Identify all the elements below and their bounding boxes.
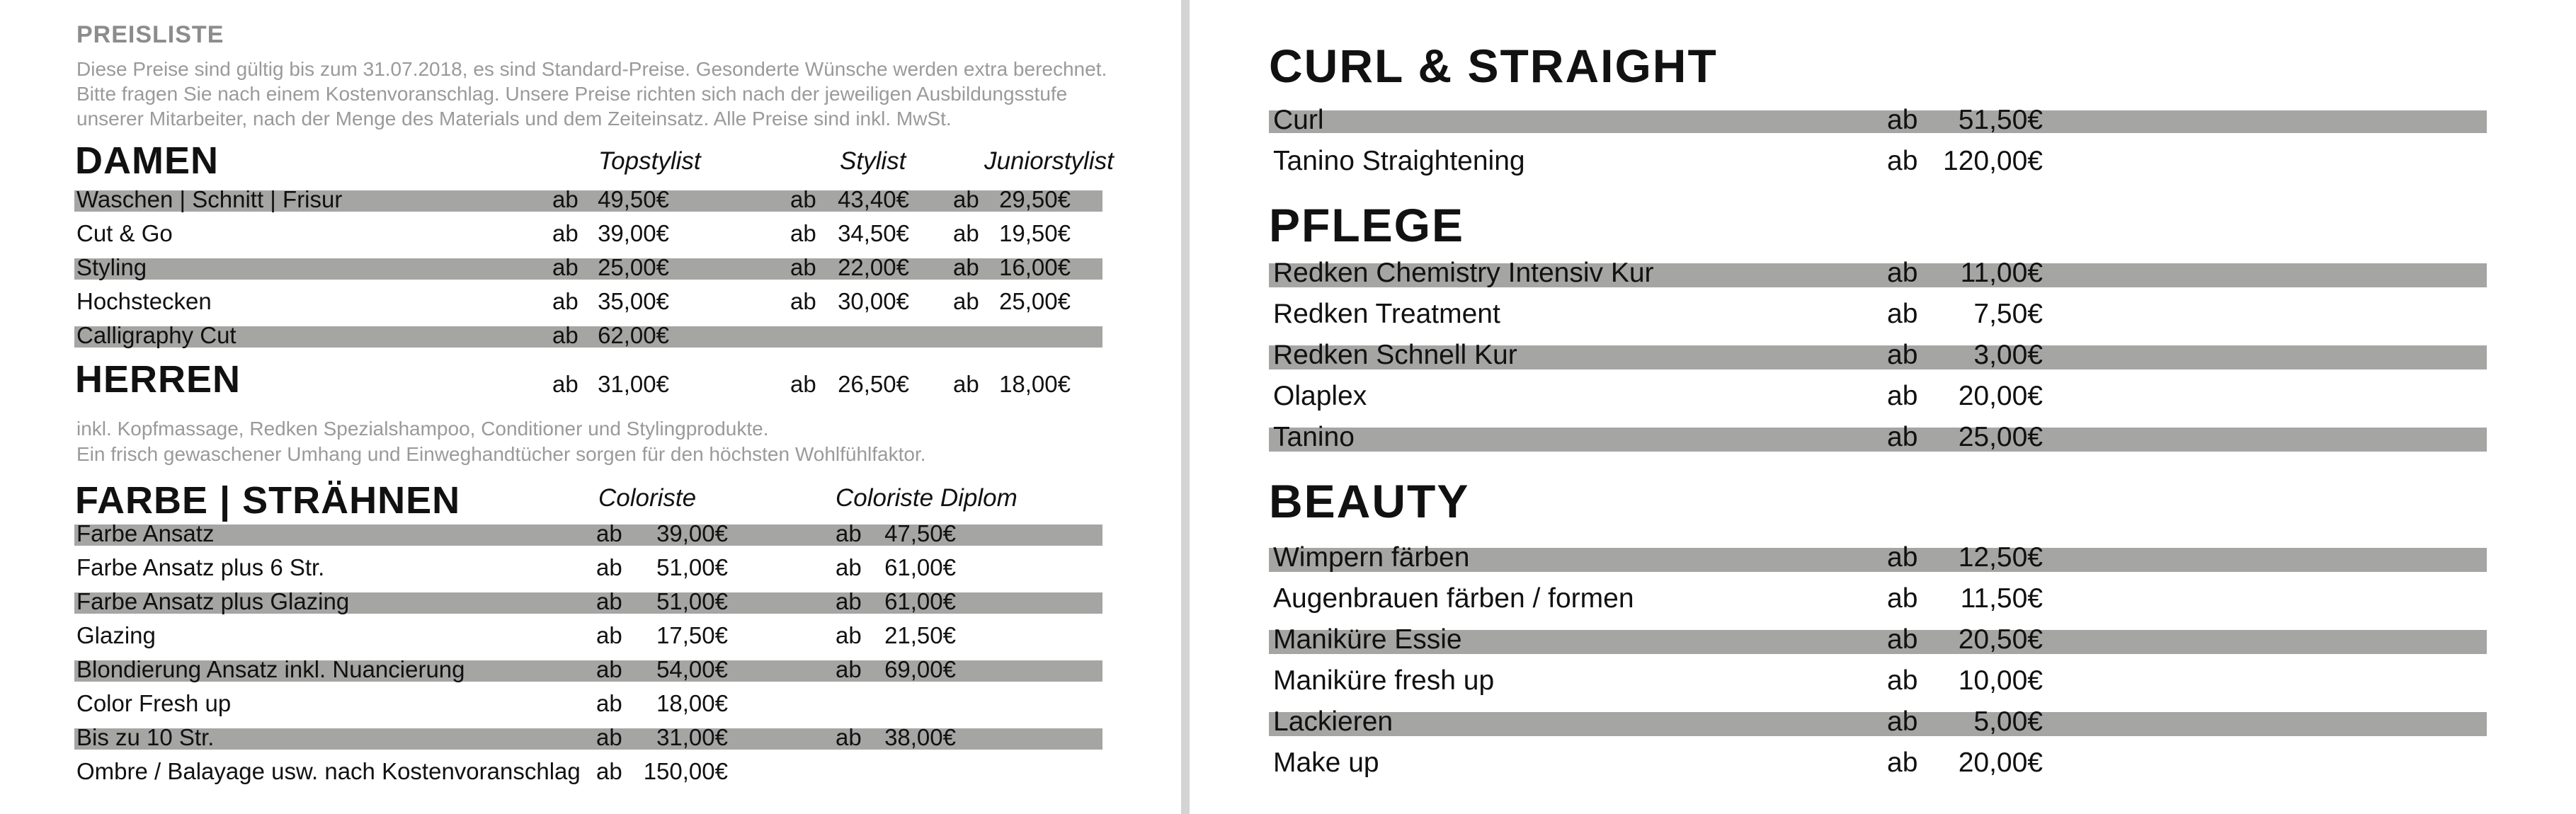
column-header: Stylist: [840, 147, 906, 175]
ab-prefix: ab: [596, 520, 622, 546]
column-header: Topstylist: [598, 147, 701, 175]
ab-prefix: ab: [1887, 340, 1918, 370]
price-value: 25,00€: [999, 288, 1071, 314]
ab-prefix: ab: [596, 554, 622, 580]
ab-prefix: ab: [790, 371, 816, 397]
price-value: 5,00€: [1973, 706, 2043, 737]
price-value: 16,00€: [999, 254, 1071, 280]
ab-prefix: ab: [596, 758, 622, 784]
price-value: 61,00€: [884, 588, 956, 614]
column-header: Juniorstylist: [984, 147, 1114, 175]
ab-prefix: ab: [1887, 299, 1918, 329]
service-name: Cut & Go: [76, 220, 173, 246]
price-value: 47,50€: [884, 520, 956, 546]
ab-prefix: ab: [552, 254, 579, 280]
column-header: Coloriste Diplom: [836, 484, 1018, 512]
ab-prefix: ab: [790, 254, 816, 280]
price-value: 31,00€: [598, 371, 669, 397]
service-name: Hochstecken: [76, 288, 212, 314]
price-value: 11,00€: [1960, 258, 2043, 288]
price-value: 3,00€: [1973, 340, 2043, 370]
ab-prefix: ab: [953, 288, 979, 314]
service-name: Maniküre Essie: [1273, 624, 1462, 655]
ab-prefix: ab: [836, 622, 862, 648]
ab-prefix: ab: [1887, 381, 1918, 411]
price-value: 10,00€: [1958, 665, 2043, 696]
intro-line: unserer Mitarbeiter, nach der Menge des Materials und dem Zeiteinsatz. Alle Preise sind inkl. MwSt.: [76, 108, 952, 130]
right-page: [1190, 0, 2576, 814]
service-name: Make up: [1273, 747, 1379, 778]
service-name: Curl: [1273, 105, 1324, 135]
row-band: [1269, 110, 2487, 133]
ab-prefix: ab: [836, 656, 862, 682]
price-value: 34,50€: [838, 220, 909, 246]
ab-prefix: ab: [836, 520, 862, 546]
service-name: Blondierung Ansatz inkl. Nuancierung: [76, 656, 465, 682]
service-name: Farbe Ansatz: [76, 520, 215, 546]
service-name: Lackieren: [1273, 706, 1394, 737]
ab-prefix: ab: [596, 690, 622, 716]
price-value: 39,00€: [598, 220, 669, 246]
price-value: 61,00€: [884, 554, 956, 580]
price-value: 12,50€: [1958, 542, 2043, 573]
service-name: Waschen | Schnitt | Frisur: [76, 186, 343, 212]
ab-prefix: ab: [552, 371, 579, 397]
ab-prefix: ab: [1887, 258, 1918, 288]
service-name: Glazing: [76, 622, 156, 648]
price-value: 120,00€: [1943, 146, 2043, 176]
ab-prefix: ab: [552, 288, 579, 314]
price-value: 30,00€: [838, 288, 909, 314]
price-value: 62,00€: [598, 322, 669, 348]
price-value: 21,50€: [884, 622, 956, 648]
ab-prefix: ab: [836, 724, 862, 750]
price-value: 35,00€: [598, 288, 669, 314]
service-name: Ombre / Balayage usw. nach Kostenvoranschlag: [76, 758, 581, 784]
price-value: 51,00€: [656, 554, 728, 580]
ab-prefix: ab: [953, 186, 979, 212]
ab-prefix: ab: [1887, 105, 1918, 135]
price-value: 7,50€: [1973, 299, 2043, 329]
ab-prefix: ab: [836, 554, 862, 580]
ab-prefix: ab: [1887, 747, 1918, 778]
service-name: Color Fresh up: [76, 690, 232, 716]
price-list-kicker: PREISLISTE: [76, 21, 224, 48]
price-value: 39,00€: [656, 520, 728, 546]
service-name: Redken Schnell Kur: [1273, 340, 1517, 370]
intro-line: Bitte fragen Sie nach einem Kostenvoranschlag. Unsere Preise richten sich nach der jeweiligen Ausbildungsstufe: [76, 83, 1068, 105]
price-value: 25,00€: [598, 254, 669, 280]
price-value: 51,00€: [656, 588, 728, 614]
column-header: Coloriste: [598, 484, 697, 512]
ab-prefix: ab: [790, 186, 816, 212]
ab-prefix: ab: [596, 656, 622, 682]
section-title-damen: DAMEN: [75, 139, 219, 182]
row-band: [1269, 428, 2487, 452]
section-title-farbe: FARBE | STRÄHNEN: [75, 479, 461, 522]
service-name: Farbe Ansatz plus Glazing: [76, 588, 350, 614]
section-title-beauty: BEAUTY: [1269, 475, 1470, 527]
ab-prefix: ab: [953, 220, 979, 246]
left-page: [0, 0, 1181, 814]
price-value: 20,00€: [1958, 747, 2043, 778]
service-name: Tanino Straightening: [1273, 146, 1525, 176]
section-title-pflege: PFLEGE: [1269, 199, 1465, 251]
price-value: 22,00€: [838, 254, 909, 280]
service-name: Maniküre fresh up: [1273, 665, 1495, 696]
ab-prefix: ab: [1887, 146, 1918, 176]
price-value: 54,00€: [656, 656, 728, 682]
price-value: 17,50€: [656, 622, 728, 648]
intro-line: Diese Preise sind gültig bis zum 31.07.2018, es sind Standard-Preise. Gesonderte Wünsche werden extra berechnet.: [76, 58, 1107, 80]
price-value: 49,50€: [598, 186, 669, 212]
service-name: Olaplex: [1273, 381, 1367, 411]
service-name: Farbe Ansatz plus 6 Str.: [76, 554, 325, 580]
ab-prefix: ab: [953, 371, 979, 397]
herren-note-line: inkl. Kopfmassage, Redken Spezialshampoo, Conditioner und Stylingprodukte.: [76, 418, 769, 440]
ab-prefix: ab: [1887, 706, 1918, 737]
service-name: Bis zu 10 Str.: [76, 724, 215, 750]
ab-prefix: ab: [596, 724, 622, 750]
ab-prefix: ab: [596, 588, 622, 614]
ab-prefix: ab: [552, 186, 579, 212]
price-value: 69,00€: [884, 656, 956, 682]
price-value: 38,00€: [884, 724, 956, 750]
service-name: Augenbrauen färben / formen: [1273, 583, 1634, 614]
ab-prefix: ab: [596, 622, 622, 648]
herren-note-line: Ein frisch gewaschener Umhang und Einweghandtücher sorgen für den höchsten Wohlfühlfaktor.: [76, 443, 926, 465]
price-value: 150,00€: [643, 758, 728, 784]
price-value: 11,50€: [1960, 583, 2043, 614]
price-value: 43,40€: [838, 186, 909, 212]
price-value: 26,50€: [838, 371, 909, 397]
price-value: 25,00€: [1958, 422, 2043, 452]
ab-prefix: ab: [836, 588, 862, 614]
price-value: 20,50€: [1958, 624, 2043, 655]
service-name: Calligraphy Cut: [76, 322, 236, 348]
price-value: 29,50€: [999, 186, 1071, 212]
section-title-curl: CURL & STRAIGHT: [1269, 40, 1718, 92]
section-title-herren: HERREN: [75, 358, 241, 401]
service-name: Redken Chemistry Intensiv Kur: [1273, 258, 1654, 288]
ab-prefix: ab: [552, 220, 579, 246]
price-value: 18,00€: [999, 371, 1071, 397]
service-name: Styling: [76, 254, 147, 280]
price-value: 51,50€: [1958, 105, 2043, 135]
ab-prefix: ab: [1887, 422, 1918, 452]
ab-prefix: ab: [1887, 624, 1918, 655]
price-value: 18,00€: [656, 690, 728, 716]
price-value: 31,00€: [656, 724, 728, 750]
ab-prefix: ab: [790, 220, 816, 246]
ab-prefix: ab: [1887, 542, 1918, 573]
service-name: Wimpern färben: [1273, 542, 1470, 573]
price-value: 20,00€: [1958, 381, 2043, 411]
row-band: [1269, 712, 2487, 736]
ab-prefix: ab: [953, 254, 979, 280]
price-value: 19,50€: [999, 220, 1071, 246]
ab-prefix: ab: [1887, 665, 1918, 696]
page-spine: [1181, 0, 1190, 814]
ab-prefix: ab: [1887, 583, 1918, 614]
service-name: Tanino: [1273, 422, 1355, 452]
ab-prefix: ab: [790, 288, 816, 314]
service-name: Redken Treatment: [1273, 299, 1500, 329]
ab-prefix: ab: [552, 322, 579, 348]
